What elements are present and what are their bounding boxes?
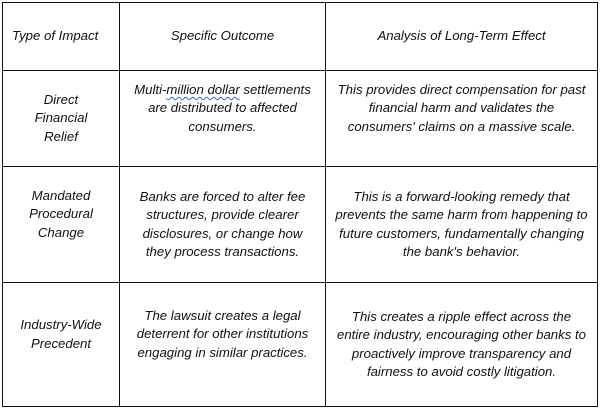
analysis-cell bbox=[326, 71, 598, 167]
impact-type-line: Change bbox=[37, 224, 85, 240]
specific-outcome-text: The lawsuit creates a legal deterrent for other institutions engaging in similar practices. bbox=[136, 307, 309, 360]
specific-outcome-cell bbox=[120, 167, 326, 283]
impact-type-cell bbox=[3, 71, 120, 167]
header-specific-outcome: Specific Outcome bbox=[120, 3, 326, 71]
table-row bbox=[3, 71, 598, 167]
impact-type-line: Precedent bbox=[30, 335, 92, 351]
specific-outcome-text: Banks are forced to alter fee structures, provide clearer disclosures, or change how they process transactions. bbox=[139, 188, 306, 259]
spellcheck-underlined-text: million dollar bbox=[166, 81, 240, 97]
analysis-cell bbox=[326, 283, 598, 407]
outcome-text-end: settlements are distributed to affected consumers. bbox=[148, 81, 311, 134]
specific-outcome-cell bbox=[120, 71, 326, 167]
analysis-text: This provides direct compensation for past financial harm and validates the consumers' claims on a massive scale. bbox=[337, 81, 586, 134]
impact-type-line: Procedural bbox=[29, 206, 93, 222]
header-analysis-long-term-effect: Analysis of Long-Term Effect bbox=[326, 3, 598, 71]
impact-type-line: Financial bbox=[34, 110, 88, 126]
impact-table bbox=[2, 2, 598, 407]
analysis-text: This creates a ripple effect across the entire industry, encouraging other banks to proactively improve transparency and fairness to avoid costly litigation. bbox=[336, 308, 586, 379]
impact-type-cell bbox=[3, 283, 120, 407]
analysis-text: This is a forward-looking remedy that prevents the same harm from happening to future customers, fundamentally changing the bank's behavior. bbox=[335, 188, 588, 259]
specific-outcome-cell bbox=[120, 283, 326, 407]
impact-type-line: Mandated bbox=[31, 187, 91, 203]
table-row bbox=[3, 283, 598, 407]
impact-type-line: Direct bbox=[43, 91, 79, 107]
specific-outcome-text bbox=[129, 81, 316, 137]
table-row bbox=[3, 167, 598, 283]
table-header-row bbox=[3, 3, 598, 71]
header-type-of-impact: Type of Impact bbox=[3, 3, 120, 71]
analysis-cell bbox=[326, 167, 598, 283]
outcome-text-start: Multi- bbox=[134, 81, 167, 97]
impact-type-line: Industry-Wide bbox=[20, 317, 102, 332]
impact-type-cell bbox=[3, 167, 120, 283]
impact-type-line: Relief bbox=[44, 128, 78, 144]
